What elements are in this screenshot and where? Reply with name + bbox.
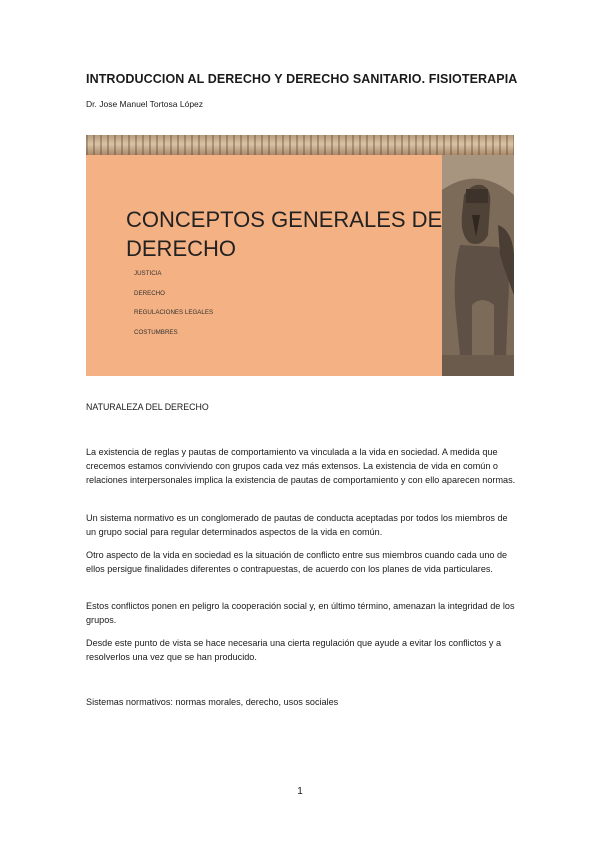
author-line: Dr. Jose Manuel Tortosa López	[86, 99, 204, 109]
slide-image	[86, 135, 514, 376]
paragraph: La existencia de reglas y pautas de comportamiento va vinculada a la vida en sociedad. A medida que crecemos estamos conviviendo con grupos cada vez más extensos. La existencia de vida en común o relaciones interpersonales implica la existencia de pautas de comportamiento y con ello aparecen normas.	[86, 447, 516, 485]
slide-heading-line-2: DERECHO	[126, 236, 237, 261]
paragraph: Desde este punto de vista se hace necesaria una cierta regulación que ayude a evitar los conflictos y a resolverlos una vez que se han producido.	[86, 638, 502, 662]
section-heading: NATURALEZA DEL DERECHO	[86, 402, 209, 412]
slide-item: REGULACIONES LEGALES	[134, 309, 214, 316]
paragraph: Un sistema normativo es un conglomerado de pautas de conducta aceptadas por todos los miembros de un grupo social para regular determinados aspectos de la vida en común.	[86, 513, 508, 537]
lamassu-statue-drawing	[442, 155, 514, 376]
document-title: INTRODUCCION AL DERECHO Y DERECHO SANITARIO. FISIOTERAPIA	[86, 72, 518, 86]
slide-bullet-list	[134, 270, 213, 348]
slide-heading-line-1: CONCEPTOS GENERALES DE	[126, 207, 443, 232]
slide-item: JUSTICIA	[134, 270, 162, 277]
paragraph: Otro aspecto de la vida en sociedad es la situación de conflicto entre sus miembros cuando cada uno de ellos persigue finalidades diferentes o contrapuestas, de acuerdo con los planes de vida particulares.	[86, 550, 508, 574]
slide-item: COSTUMBRES	[134, 328, 178, 336]
slide-heading	[126, 205, 442, 263]
normative-systems-line: Sistemas normativos: normas morales, derecho, usos sociales	[86, 697, 339, 707]
slide-item: DERECHO	[134, 289, 165, 297]
lamassu-statue-image	[442, 155, 514, 376]
page-number: 1	[297, 786, 303, 797]
paragraph: Estos conflictos ponen en peligro la cooperación social y, en último término, amenazan la integridad de los grupos.	[86, 601, 515, 625]
decorative-frieze	[86, 135, 514, 155]
